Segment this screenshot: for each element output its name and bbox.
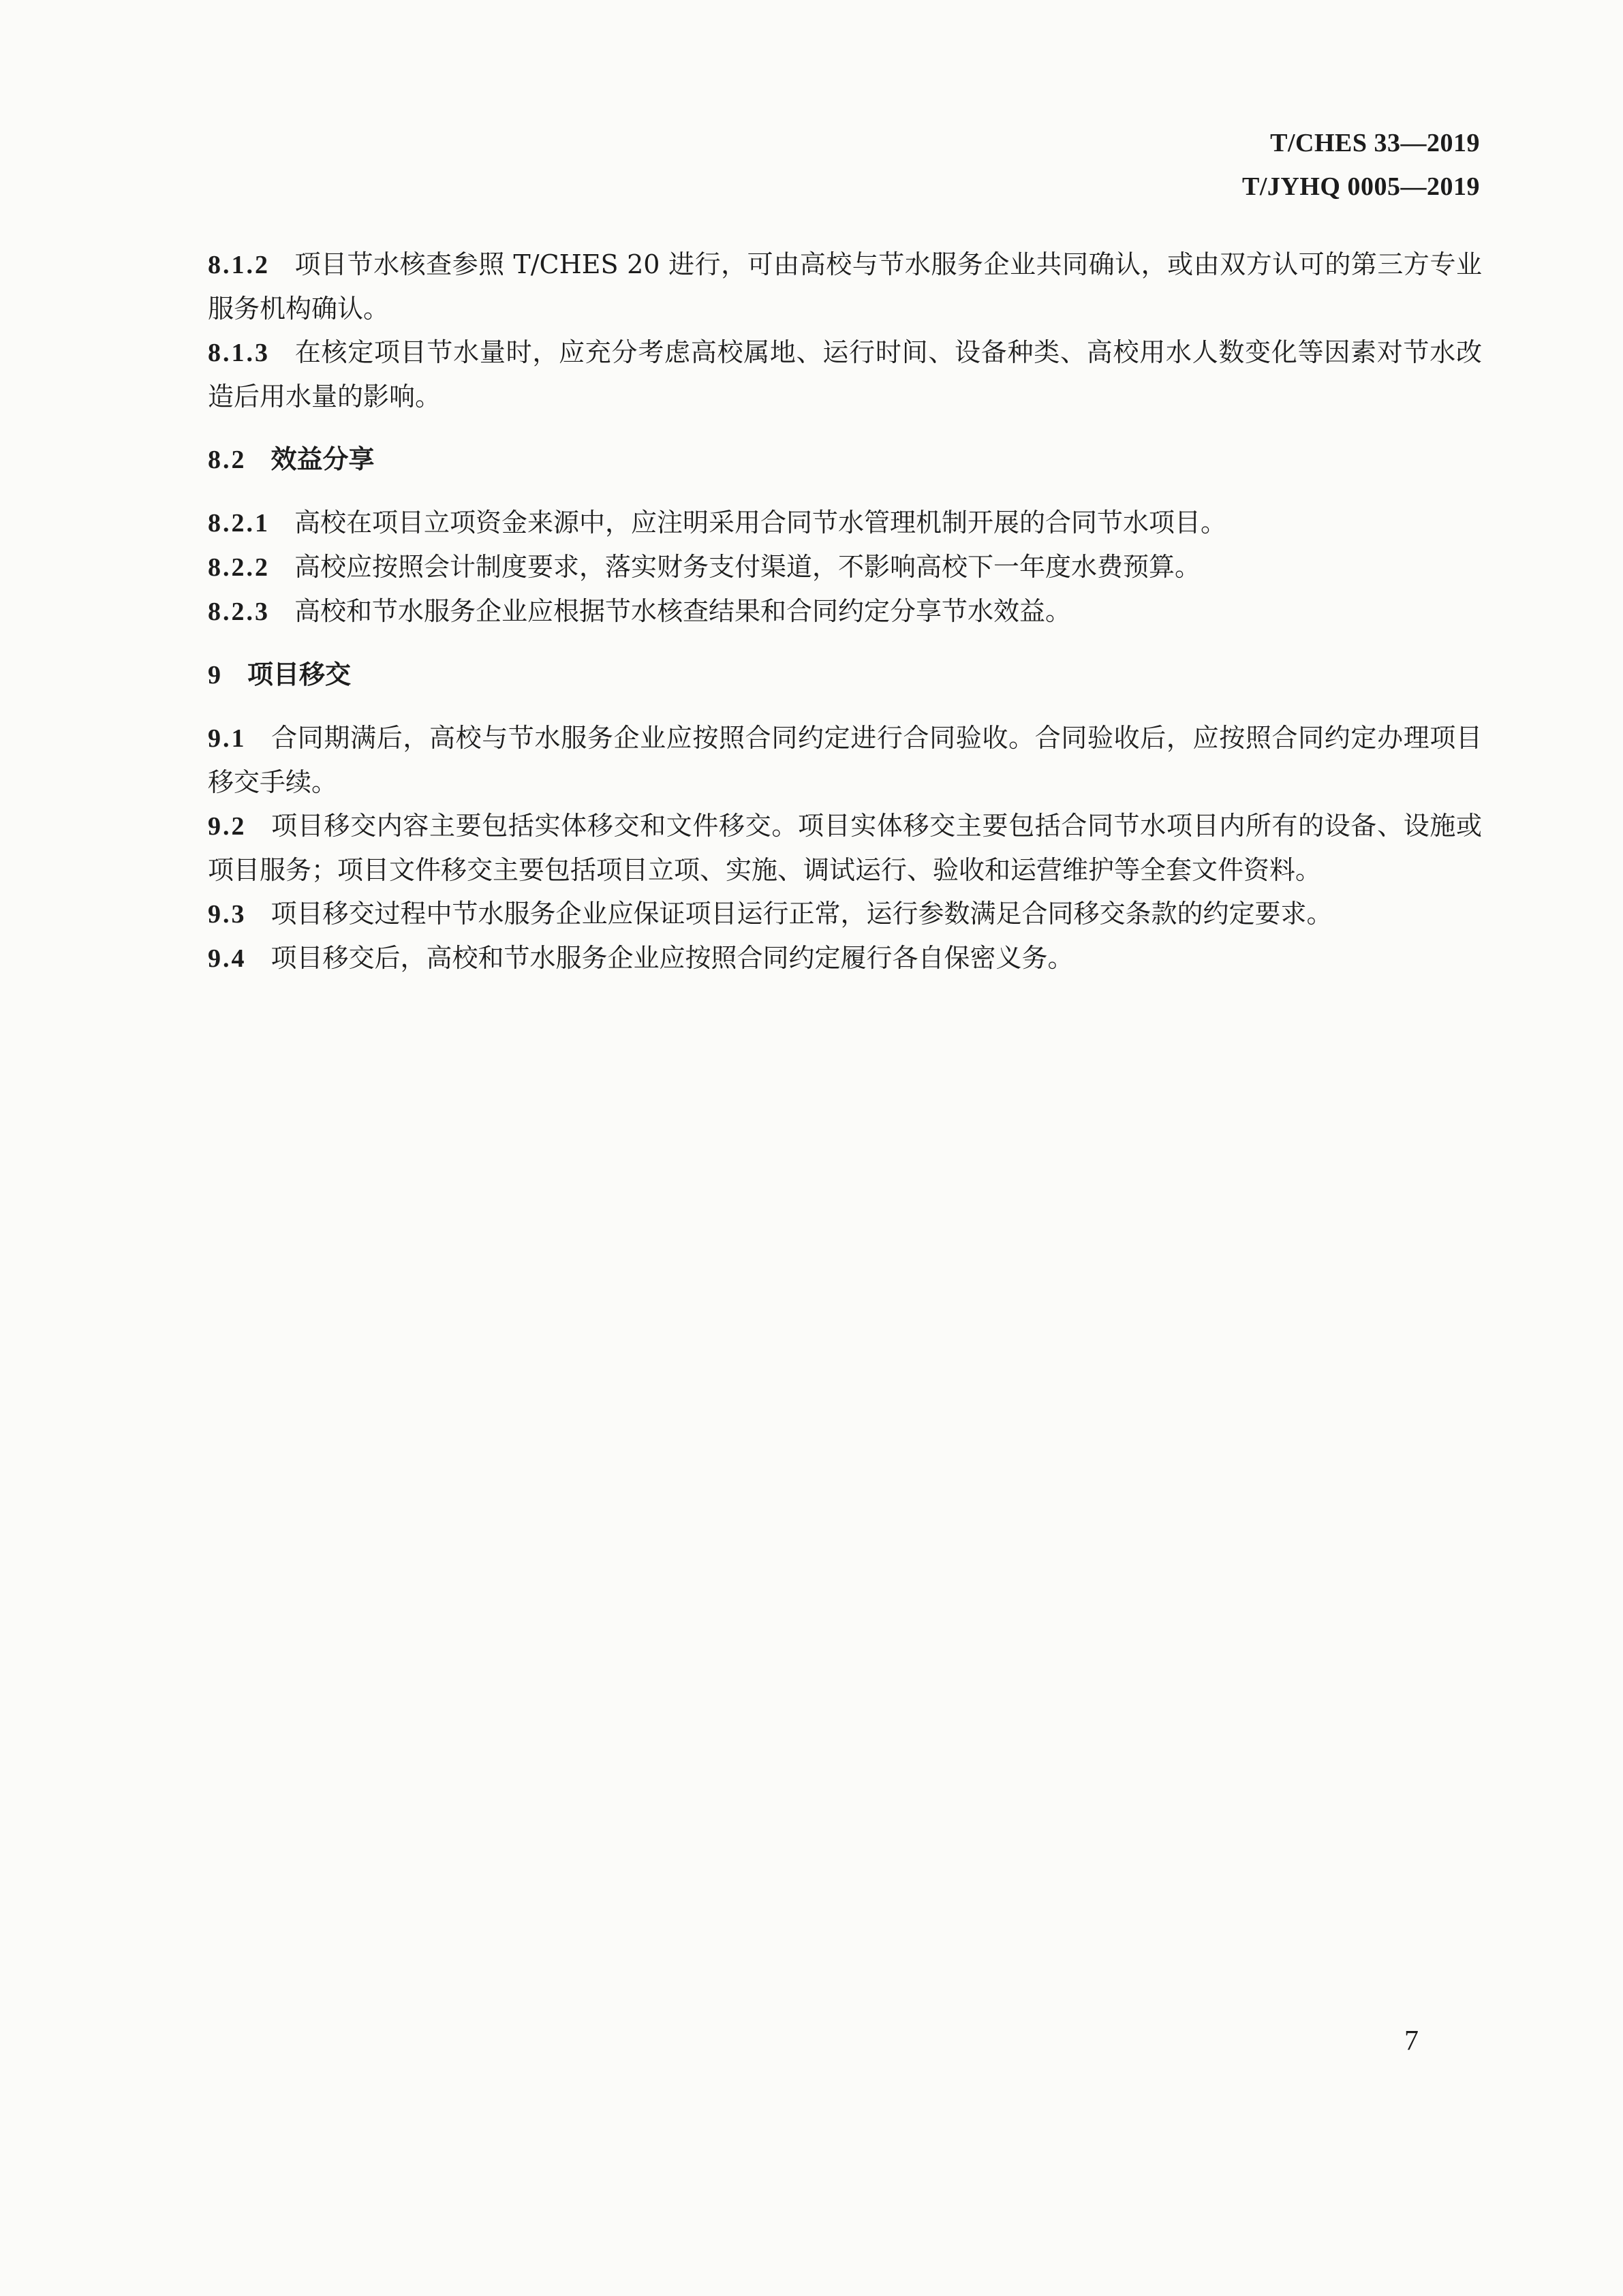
clause-text: 项目移交内容主要包括实体移交和文件移交。项目实体移交主要包括合同节水项目内所有的设备、设施或项目服务；项目文件移交主要包括项目立项、实施、调试运行、验收和运营维护等全套文件资料。: [208, 811, 1482, 885]
clause-number: 8.2.1: [208, 509, 270, 538]
clause-number: 8.2.2: [208, 553, 270, 582]
heading-text: 项目移交: [247, 660, 352, 689]
heading-text: 效益分享: [270, 444, 375, 474]
heading-9: [208, 653, 1482, 697]
clause-text: 项目移交过程中节水服务企业应保证项目运行正常，运行参数满足合同移交条款的约定要求。: [270, 899, 1333, 929]
clause-number: 9.2: [208, 812, 247, 841]
standard-code-1: T/CHES 33—2019: [1270, 129, 1480, 157]
clause-9-4: [208, 936, 1482, 980]
clause-8-2-1: [208, 501, 1482, 545]
heading-number: 8.2: [208, 446, 247, 474]
clause-8-1-2: [208, 243, 1482, 330]
clause-text: 高校和节水服务企业应根据节水核查结果和合同约定分享节水效益。: [294, 596, 1072, 626]
clause-8-1-3: [208, 330, 1482, 418]
clause-9-3: [208, 892, 1482, 936]
clause-9-1: [208, 716, 1482, 804]
clause-number: 9.3: [208, 900, 247, 929]
page-number: 7: [1404, 2026, 1419, 2057]
heading-number: 9: [208, 661, 223, 689]
clause-text: 高校在项目立项资金来源中，应注明采用合同节水管理机制开展的合同节水项目。: [294, 508, 1227, 538]
clause-number: 8.1.3: [208, 339, 270, 367]
clause-8-2-3: [208, 589, 1482, 634]
clause-text: 高校应按照会计制度要求，落实财务支付渠道，不影响高校下一年度水费预算。: [294, 552, 1201, 582]
heading-8-2: [208, 437, 1482, 482]
clause-text: 在核定项目节水量时，应充分考虑高校属地、运行时间、设备种类、高校用水人数变化等因素对节水改造后用水量的影响。: [208, 337, 1482, 412]
clause-number: 8.1.2: [208, 251, 270, 279]
clause-number: 9.1: [208, 724, 247, 753]
clause-8-2-2: [208, 545, 1482, 589]
clause-number: 8.2.3: [208, 598, 270, 626]
clause-number: 9.4: [208, 944, 247, 973]
clause-text: 项目节水核查参照 T/CHES 20 进行，可由高校与节水服务企业共同确认，或由双方认可的第三方专业服务机构确认。: [208, 249, 1482, 324]
standard-header: [1242, 121, 1480, 208]
standard-code-2: T/JYHQ 0005—2019: [1242, 172, 1480, 201]
document-body: [208, 243, 1482, 980]
clause-9-2: [208, 804, 1482, 892]
clause-text: 项目移交后，高校和节水服务企业应按照合同约定履行各自保密义务。: [270, 943, 1074, 973]
clause-text: 合同期满后，高校与节水服务企业应按照合同约定进行合同验收。合同验收后，应按照合同约定办理项目移交手续。: [208, 723, 1482, 797]
